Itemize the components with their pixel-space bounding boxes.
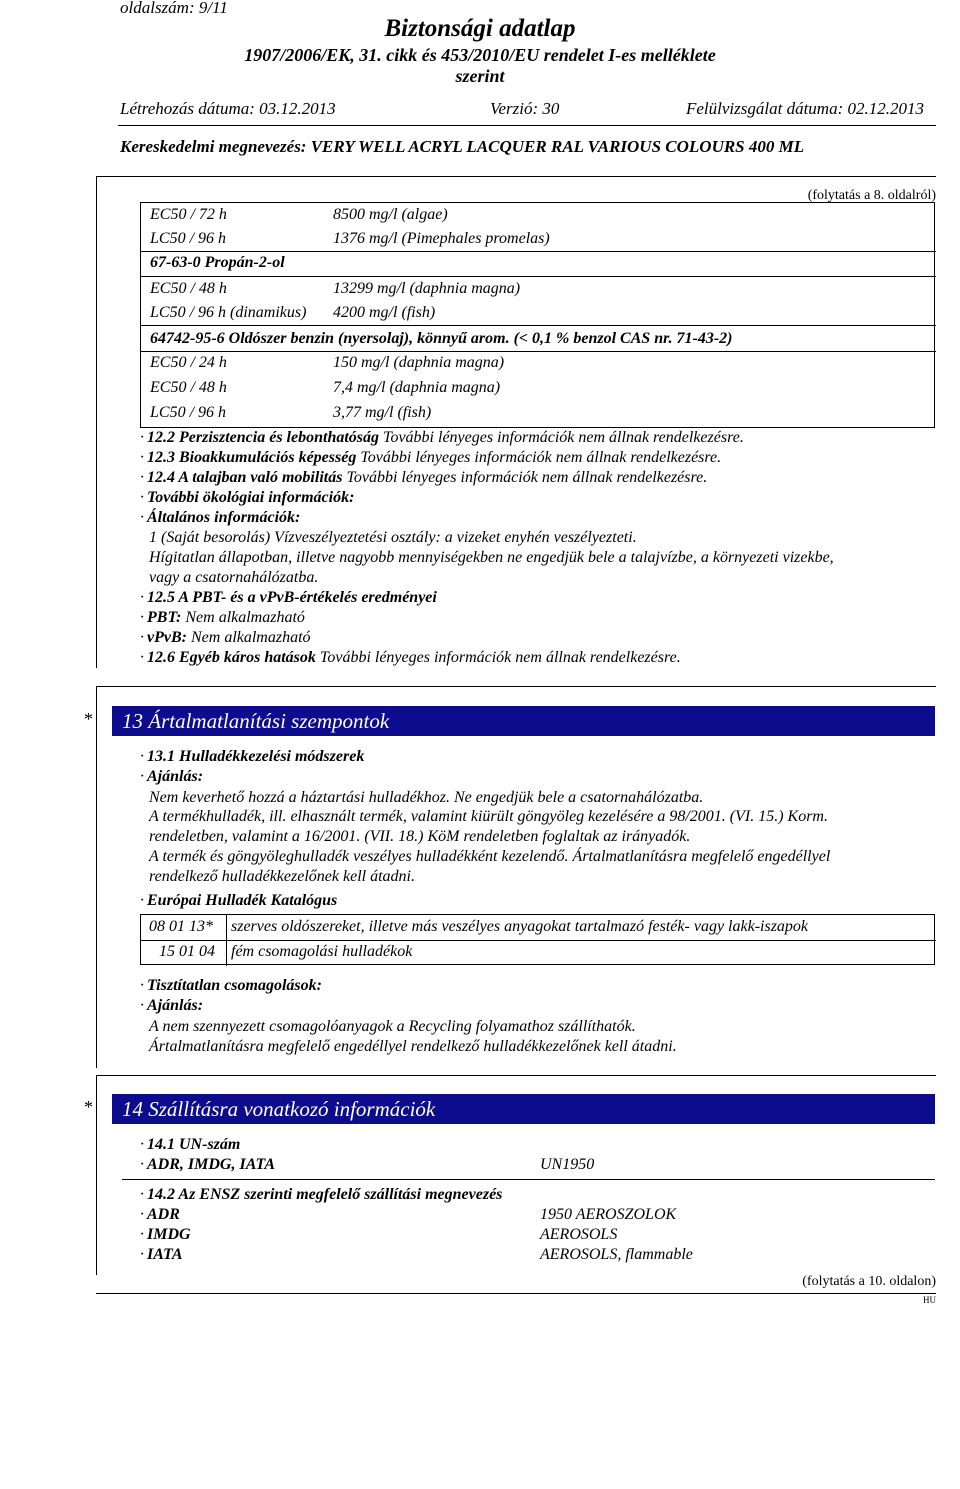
document-title: Biztonsági adatlap bbox=[384, 15, 576, 42]
shipping-name-value: AEROSOLS, flammable bbox=[540, 1246, 693, 1263]
pack-advice-label: · Ajánlás: bbox=[140, 997, 204, 1014]
uncleaned-packaging-heading: · Tisztítatlan csomagolások: bbox=[140, 977, 322, 994]
un-number-heading: · 14.1 UN-szám bbox=[140, 1136, 241, 1153]
vpvb-item: · vPvB: Nem alkalmazható bbox=[140, 629, 311, 646]
pack-advice-line: Ártalmatlanításra megfelelő engedéllyel rendelkező hulladékkezelőnek kell átadni. bbox=[149, 1038, 677, 1055]
footer-rule bbox=[96, 1293, 936, 1294]
shipping-name-heading: · 14.2 Az ENSZ szerinti megfelelő szállítási megnevezés bbox=[140, 1186, 503, 1203]
ewc-description: fém csomagolási hulladékok bbox=[231, 943, 413, 960]
continued-from: (folytatás a 8. oldalról) bbox=[807, 188, 936, 203]
value-cell: 1376 mg/l (Pimephales promelas) bbox=[333, 230, 550, 247]
waste-methods-heading: · 13.1 Hulladékkezelési módszerek bbox=[140, 748, 365, 765]
un-number-value: UN1950 bbox=[540, 1156, 595, 1173]
advice-line: A termék és göngyöleghulladék veszélyes hulladékként kezelendő. Ártalmatlanításra megfelelő engedéllyel bbox=[149, 848, 831, 865]
shipping-name-value: AEROSOLS bbox=[540, 1226, 618, 1243]
section-14-heading: 14 Szállításra vonatkozó információk bbox=[112, 1094, 935, 1124]
value-cell: 7,4 mg/l (daphnia magna) bbox=[333, 379, 501, 396]
advice-line: A termékhulladék, ill. elhasznált termék, valamint kiürült göngyöleg kezelésére a 98/2001. (VI. 15.) Korm. bbox=[149, 808, 828, 825]
left-margin-rule bbox=[96, 1075, 97, 1275]
advice-line: Nem keverhető hozzá a háztartási hulladékhoz. Ne engedjük bele a csatornahálózatba. bbox=[149, 789, 704, 806]
value-cell: 13299 mg/l (daphnia magna) bbox=[333, 280, 521, 297]
top-rule bbox=[96, 176, 936, 177]
value-cell: 8500 mg/l (algae) bbox=[333, 206, 448, 223]
pbt-heading: · 12.5 A PBT- és a vPvB-értékelés eredményei bbox=[140, 589, 437, 606]
advice-label: · Ajánlás: bbox=[140, 768, 204, 785]
ewc-code: 15 01 04 bbox=[159, 943, 215, 960]
mobility-item: · 12.4 A talajban való mobilitás További lényeges információk nem állnak rendelkezésre. bbox=[140, 469, 708, 486]
test-cell: LC50 / 96 h bbox=[150, 230, 227, 247]
trade-name: Kereskedelmi megnevezés: VERY WELL ACRYL LACQUER RAL VARIOUS COLOURS 400 ML bbox=[120, 137, 805, 156]
left-margin-rule bbox=[96, 686, 97, 1068]
page-number: oldalszám: 9/11 bbox=[120, 0, 228, 17]
section-divider bbox=[96, 1075, 936, 1076]
test-cell: LC50 / 96 h bbox=[150, 404, 227, 421]
other-effects-item: · 12.6 Egyéb káros hatások További lényeges információk nem állnak rendelkezésre. bbox=[140, 649, 681, 666]
header-divider bbox=[118, 125, 936, 126]
language-code: HU bbox=[923, 1295, 936, 1305]
ewc-heading: · Európai Hulladék Katalógus bbox=[140, 892, 338, 909]
shipping-name-value: 1950 AEROSZOLOK bbox=[540, 1206, 677, 1223]
version: Verzió: 30 bbox=[490, 99, 560, 118]
substance-name: 64742-95-6 Oldószer benzin (nyersolaj), könnyű arom. (< 0,1 % benzol CAS nr. 71-43-2) bbox=[150, 330, 733, 347]
regulation-subtitle: 1907/2006/EK, 31. cikk és 453/2010/EU rendelet I-es melléklete bbox=[244, 45, 716, 65]
advice-line: rendeletben, valamint a 16/2001. (VII. 18.) KöM rendeletben foglaltak az irányadók. bbox=[149, 828, 691, 845]
persistence-item: · 12.2 Perzisztencia és lebonthatóság További lényeges információk nem állnak rendelkezésre. bbox=[140, 429, 744, 446]
general-text-line: vagy a csatornahálózatba. bbox=[149, 569, 319, 586]
pbt-item: · PBT: Nem alkalmazható bbox=[140, 609, 305, 626]
left-margin-rule bbox=[96, 176, 97, 668]
test-cell: EC50 / 24 h bbox=[150, 354, 227, 371]
changed-marker: * bbox=[84, 709, 93, 729]
pack-advice-line: A nem szennyezett csomagolóanyagok a Recycling folyamathoz szállíthatók. bbox=[149, 1018, 636, 1035]
substance-name: 67-63-0 Propán-2-ol bbox=[150, 254, 285, 271]
shipping-name-key: · ADR bbox=[140, 1206, 180, 1223]
continued-to: (folytatás a 10. oldalon) bbox=[802, 1274, 936, 1289]
ewc-description: szerves oldószereket, illetve más veszélyes anyagokat tartalmazó festék- vagy lakk-iszapok bbox=[231, 918, 809, 935]
bioaccumulation-item: · 12.3 Bioakkumulációs képesség További lényeges információk nem állnak rendelkezésre. bbox=[140, 449, 722, 466]
creation-date: Létrehozás dátuma: 03.12.2013 bbox=[120, 99, 336, 118]
test-cell: EC50 / 48 h bbox=[150, 280, 227, 297]
water-hazard-class: 1 (Saját besorolás) Vízveszélyeztetési osztály: a vizeket enyhén veszélyezteti. bbox=[149, 529, 637, 546]
value-cell: 4200 mg/l (fish) bbox=[333, 304, 436, 321]
test-cell: LC50 / 96 h (dinamikus) bbox=[150, 304, 307, 321]
regulation-subtitle-2: szerint bbox=[455, 66, 505, 86]
further-eco-info: · További ökológiai információk: bbox=[140, 489, 355, 506]
table-row bbox=[150, 206, 227, 224]
divider bbox=[122, 1179, 935, 1180]
general-text-line: Hígitatlan állapotban, illetve nagyobb mennyiségekben ne engedjük bele a talajvízbe, a környezeti vizekbe, bbox=[149, 549, 834, 566]
changed-marker: * bbox=[84, 1097, 93, 1117]
test-cell: EC50 / 72 h bbox=[150, 206, 227, 223]
test-cell: EC50 / 48 h bbox=[150, 379, 227, 396]
ewc-code: 08 01 13* bbox=[149, 918, 213, 935]
revision-date: Felülvizsgálat dátuma: 02.12.2013 bbox=[686, 99, 924, 118]
un-number-key: · ADR, IMDG, IATA bbox=[140, 1156, 276, 1173]
section-divider bbox=[96, 686, 936, 687]
value-cell: 3,77 mg/l (fish) bbox=[333, 404, 432, 421]
advice-line: rendelkező hulladékkezelőnek kell átadni. bbox=[149, 868, 415, 885]
general-info: · Általános információk: bbox=[140, 509, 301, 526]
shipping-name-key: · IATA bbox=[140, 1246, 183, 1263]
shipping-name-key: · IMDG bbox=[140, 1226, 191, 1243]
value-cell: 150 mg/l (daphnia magna) bbox=[333, 354, 505, 371]
section-13-heading: 13 Ártalmatlanítási szempontok bbox=[112, 706, 935, 736]
